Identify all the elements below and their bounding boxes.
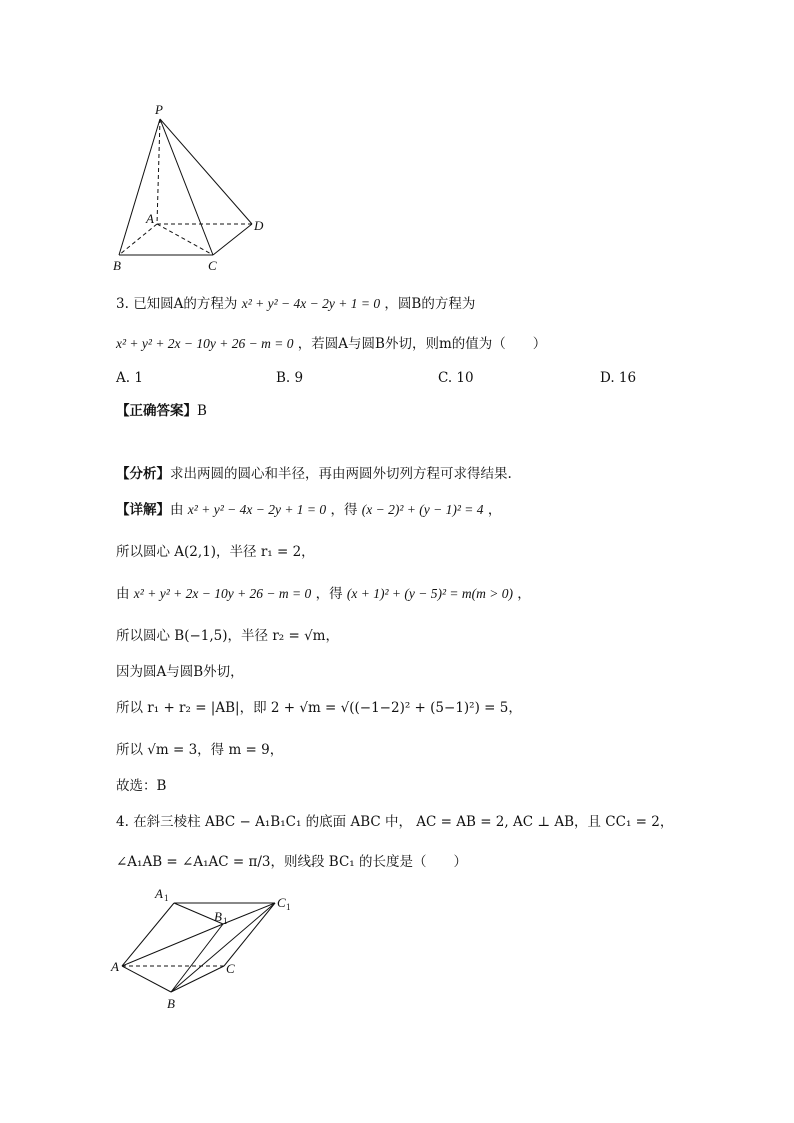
detail-label: 【详解】 [116, 502, 170, 518]
detail-line6: 所以 r₁ + r₂ = |AB|，即 2 + √m = √((−1−2)² + (5−1)²) = 5， [116, 700, 522, 716]
detail-line1 [116, 500, 501, 520]
analysis-text: 求出两圆的圆心和半径，再由两圆外切列方程可求得结果. [170, 466, 512, 482]
detail1-pre: 由 [170, 502, 184, 518]
detail1-mid: ，得 [330, 502, 358, 518]
answer-value: B [197, 403, 207, 419]
q4-line2: ∠A₁AB = ∠A₁AC = π/3，则线段 BC₁ 的长度是（ ） [116, 854, 467, 870]
answer-line [116, 401, 207, 421]
label-A: A [146, 211, 154, 226]
q3-mid: ，圆B的方程为 [384, 296, 476, 312]
q3-eq1: x² + y² − 4x − 2y + 1 = 0 [241, 296, 381, 311]
detail3-pre: 由 [116, 586, 130, 602]
detail3-end: ， [517, 586, 531, 602]
label-B: B [113, 258, 121, 273]
q3-eq2: x² + y² + 2x − 10y + 26 − m = 0 [116, 336, 294, 351]
detail1-end: ， [487, 502, 502, 518]
label-B1-sub: 1 [223, 916, 228, 926]
q4-number: 4. [116, 814, 129, 830]
option-d: D. 16 [600, 370, 637, 386]
option-b: B. 9 [276, 370, 304, 386]
q4-line1 [116, 812, 673, 832]
option-c: C. 10 [438, 370, 474, 386]
q3-line2 [116, 334, 546, 354]
analysis-line [116, 464, 512, 484]
detail-line7: 所以 √m = 3，得 m = 9， [116, 742, 284, 758]
q3-number: 3. [116, 296, 129, 312]
q3-line1 [116, 294, 475, 314]
detail-line4: 所以圆心 B(−1,5)，半径 r₂ = √m， [116, 628, 339, 644]
detail-line5: 因为圆A与圆B外切， [116, 664, 244, 680]
option-a: A. 1 [116, 370, 143, 386]
label-C1-sub: 1 [286, 902, 291, 912]
q4-text1: 在斜三棱柱 ABC − A₁B₁C₁ 的底面 ABC 中， AC = AB = 2, AC ⊥ AB，且 CC₁ = 2， [133, 814, 674, 830]
analysis-label: 【分析】 [116, 466, 170, 482]
q3-tail: ，若圆A与圆B外切，则m的值为（ ） [297, 336, 547, 352]
label-D: D [254, 218, 264, 233]
label-B1: B [214, 909, 222, 924]
detail1-res: (x − 2)² + (y − 1)² = 4 [361, 502, 484, 517]
label-A1-sub: 1 [164, 893, 169, 903]
detail1-eq: x² + y² − 4x − 2y + 1 = 0 [187, 502, 327, 517]
detail-line2: 所以圆心 A(2,1)，半径 r₁ = 2， [116, 544, 315, 560]
label-P: P [155, 102, 163, 117]
q3-intro: 已知圆A的方程为 [133, 296, 238, 312]
label-B: B [167, 996, 175, 1011]
label-A1: A [155, 886, 163, 901]
detail-line3 [116, 584, 531, 604]
label-A: A [111, 959, 119, 974]
label-C: C [226, 961, 235, 976]
detail3-res: (x + 1)² + (y − 5)² = m(m > 0) [346, 586, 513, 601]
detail3-eq: x² + y² + 2x − 10y + 26 − m = 0 [133, 586, 312, 601]
detail-line8: 故选：B [116, 778, 167, 794]
label-C: C [208, 258, 217, 273]
detail3-mid: ，得 [315, 586, 343, 602]
answer-label: 【正确答案】 [116, 403, 197, 419]
label-C1: C [277, 895, 286, 910]
